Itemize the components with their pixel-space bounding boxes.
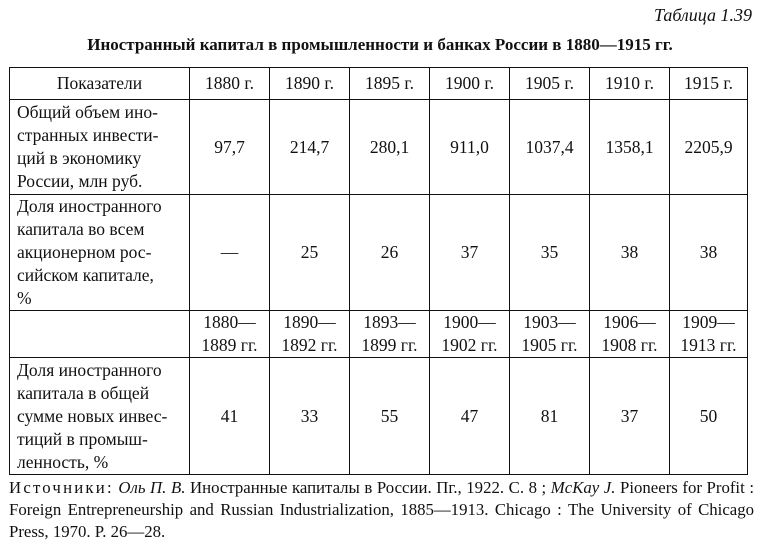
table-cell: 38: [590, 195, 670, 311]
header-year: 1895 г.: [350, 68, 430, 100]
source-author: McKay J.: [550, 478, 616, 497]
table-cell: 55: [350, 358, 430, 475]
period-cell: 1906— 1908 гг.: [590, 311, 670, 358]
header-year: 1880 г.: [190, 68, 270, 100]
table-row: [10, 195, 748, 311]
table-cell: 35: [510, 195, 590, 311]
source-author: Оль П. В.: [118, 478, 186, 497]
table-cell: 214,7: [270, 100, 350, 195]
table-cell: 50: [670, 358, 748, 475]
table-cell: 97,7: [190, 100, 270, 195]
table-cell: 2205,9: [670, 100, 748, 195]
header-year: 1915 г.: [670, 68, 748, 100]
table-row: [10, 358, 748, 475]
table-cell: 280,1: [350, 100, 430, 195]
empty-cell: [10, 311, 190, 358]
table-number: Таблица 1.39: [653, 5, 752, 25]
table-header-row: [10, 68, 748, 100]
row-label: Доля иностранного капитала во всем акционерном рос- сийском капитале, %: [10, 195, 190, 311]
data-table: [9, 67, 748, 475]
table-cell: 1358,1: [590, 100, 670, 195]
row-label: Общий объем ино- странных инвести- ций в экономику России, млн руб.: [10, 100, 190, 195]
row-label: Доля иностранного капитала в общей сумме новых инвес- тиций в промыш- ленность, %: [10, 358, 190, 475]
sources-lead: Источники:: [9, 478, 114, 497]
period-cell: 1900— 1902 гг.: [430, 311, 510, 358]
period-cell: 1880— 1889 гг.: [190, 311, 270, 358]
header-label: Показатели: [10, 68, 190, 100]
source-text: Pioneers for Profit : Foreign Entrepreneurship and Russian Industrialization, 1885—1913. Chicago : The University of Chicago Press, 1970. P. 26—28.: [9, 478, 754, 541]
header-year: 1900 г.: [430, 68, 510, 100]
period-cell: 1890— 1892 гг.: [270, 311, 350, 358]
period-cell: 1893— 1899 гг.: [350, 311, 430, 358]
period-cell: 1903— 1905 гг.: [510, 311, 590, 358]
table-cell: —: [190, 195, 270, 311]
table-cell: 41: [190, 358, 270, 475]
table-cell: 37: [590, 358, 670, 475]
table-row: [10, 100, 748, 195]
table-cell: 25: [270, 195, 350, 311]
table-cell: 38: [670, 195, 748, 311]
table-cell: 26: [350, 195, 430, 311]
table-cell: 37: [430, 195, 510, 311]
table-cell: 1037,4: [510, 100, 590, 195]
sources-note: [9, 477, 754, 543]
period-header-row: [10, 311, 748, 358]
header-year: 1905 г.: [510, 68, 590, 100]
table-cell: 81: [510, 358, 590, 475]
table-cell: 911,0: [430, 100, 510, 195]
header-year: 1910 г.: [590, 68, 670, 100]
table-title: Иностранный капитал в промышленности и банках России в 1880—1915 гг.: [87, 35, 673, 54]
table-cell: 47: [430, 358, 510, 475]
header-year: 1890 г.: [270, 68, 350, 100]
table-cell: 33: [270, 358, 350, 475]
period-cell: 1909— 1913 гг.: [670, 311, 748, 358]
source-text: Иностранные капиталы в России. Пг., 1922. С. 8 ;: [189, 478, 547, 497]
